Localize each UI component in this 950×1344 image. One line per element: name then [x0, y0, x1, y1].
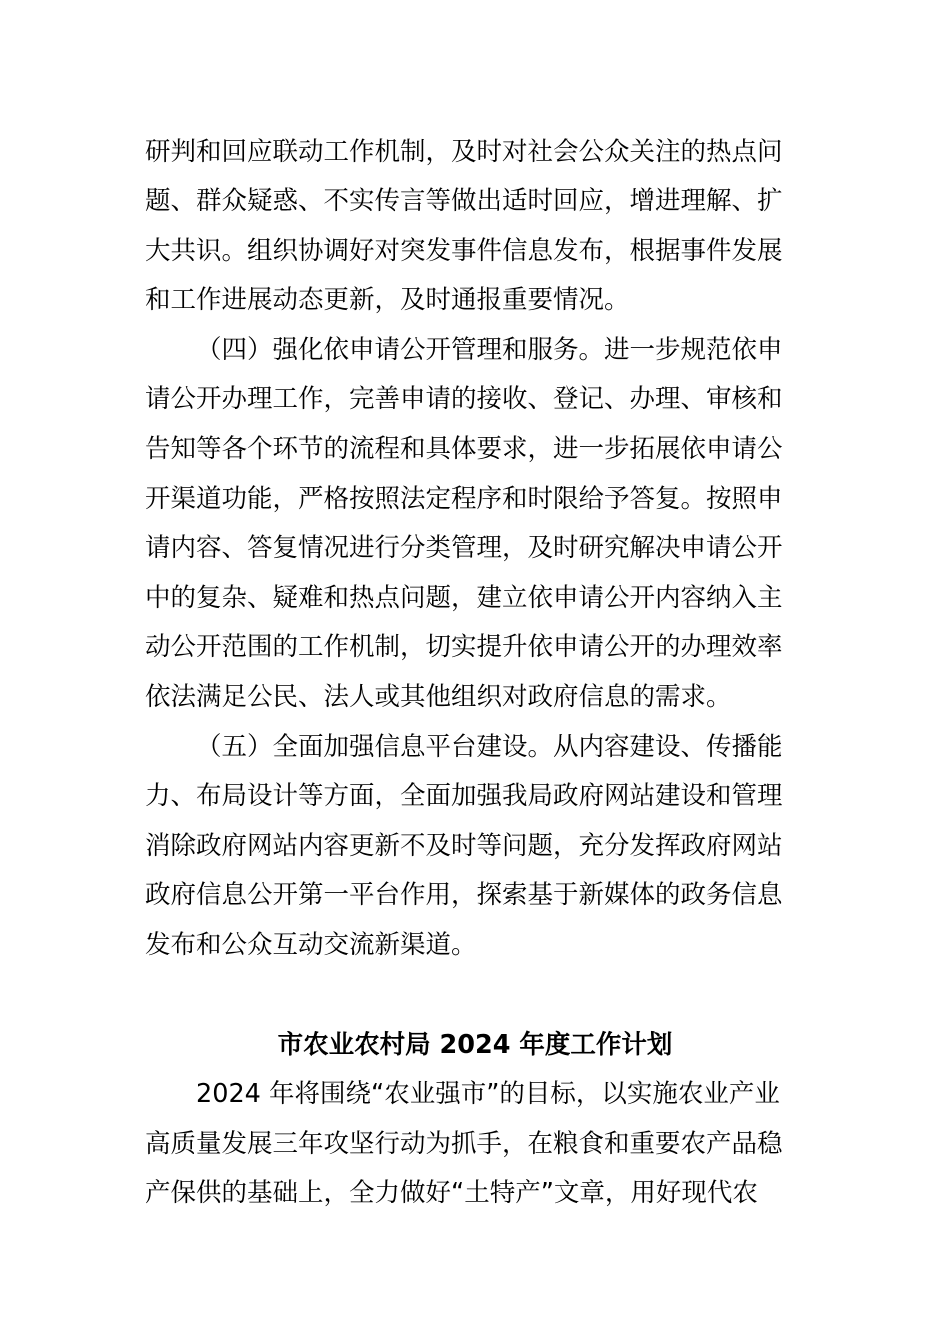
text-line: 高质量发展三年攻坚行动为抓手，在粮食和重要农产品稳	[145, 1129, 783, 1159]
text-line: （四）强化依申请公开管理和服务。进一步规范依申	[196, 335, 783, 365]
text-line: 动公开范围的工作机制，切实提升依申请公开的办理效率	[145, 632, 783, 662]
text-line: 力、布局设计等方面，全面加强我局政府网站建设和管理	[145, 781, 783, 811]
text-line: 题、群众疑惑、不实传言等做出适时回应，增进理解、扩	[145, 186, 783, 216]
text-line: 开渠道功能，严格按照法定程序和时限给予答复。按照申	[145, 484, 783, 514]
text-line: 消除政府网站内容更新不及时等问题，充分发挥政府网站	[145, 831, 783, 861]
text-line: 告知等各个环节的流程和具体要求，进一步拓展依申请公	[145, 434, 783, 464]
text-line: 研判和回应联动工作机制，及时对社会公众关注的热点问	[145, 137, 783, 167]
text-line: 和工作进展动态更新，及时通报重要情况。	[145, 285, 630, 315]
text-line: 2024 年将围绕“农业强市”的目标，以实施农业产业	[196, 1079, 780, 1109]
text-line: （五）全面加强信息平台建设。从内容建设、传播能	[196, 732, 783, 762]
text-line: 请内容、答复情况进行分类管理，及时研究解决申请公开	[145, 533, 783, 563]
text-line: 中的复杂、疑难和热点问题，建立依申请公开内容纳入主	[145, 583, 783, 613]
text-line: 请公开办理工作，完善申请的接收、登记、办理、审核和	[145, 384, 783, 414]
section-title: 市农业农村局 2024 年度工作计划	[277, 1030, 673, 1060]
text-line: 大共识。组织协调好对突发事件信息发布，根据事件发展	[145, 236, 783, 266]
text-line: 发布和公众互动交流新渠道。	[145, 930, 477, 960]
text-line: 产保供的基础上，全力做好“土特产”文章，用好现代农	[145, 1178, 758, 1208]
text-line: 政府信息公开第一平台作用，探索基于新媒体的政务信息	[145, 880, 783, 910]
text-line: 依法满足公民、法人或其他组织对政府信息的需求。	[145, 682, 732, 712]
